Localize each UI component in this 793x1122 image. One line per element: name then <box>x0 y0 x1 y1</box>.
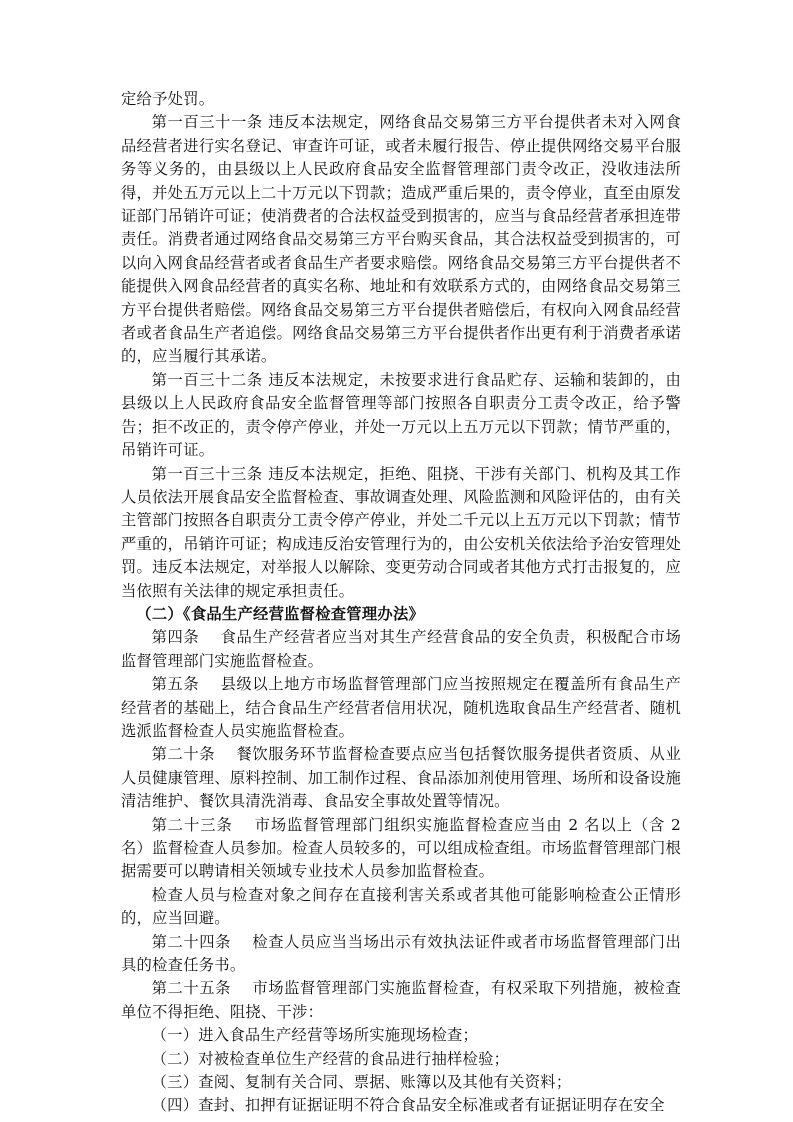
section-heading: （二）《食品生产经营监督检查管理办法》 <box>136 604 425 623</box>
article-20: 第二十条 餐饮服务环节监督检查要点应当包括餐饮服务提供者资质、从业人员健康管理、原料控制、加工制作过程、食品添加剂使用管理、场所和设备设施清洁维护、餐饮具清洗消毒、食品安全事故处置等情况。 <box>121 745 681 811</box>
article-132: 第一百三十二条 违反本法规定，未按要求进行食品贮存、运输和装卸的，由县级以上人民政府食品安全监督管理等部门按照各自职责分工责令改正，给予警告；拒不改正的，责令停产停业，并处一万元以上五万元以下罚款；情节严重的，吊销许可证。 <box>121 370 681 460</box>
article-23-recusal: 检查人员与检查对象之间存在直接利害关系或者其他可能影响检查公正情形的，应当回避。 <box>121 885 681 928</box>
document-body <box>121 88 681 1118</box>
list-item: （四）查封、扣押有证据证明不符合食品安全标准或者有证据证明存在安全 <box>151 1096 665 1115</box>
article-131: 第一百三十一条 违反本法规定，网络食品交易第三方平台提供者未对入网食品经营者进行实名登记、审查许可证，或者未履行报告、停止提供网络交易平台服务等义务的，由县级以上人民政府食品安全监督管理部门责令改正，没收违法所得，并处五万元以上二十万元以下罚款；造成严重后果的，责令停业，直至由原发证部门吊销许可证；使消费者的合法权益受到损害的，应当与食品经营者承担连带责任。消费者通过网络食品交易第三方平台购买食品，其合法权益受到损害的，可以向入网食品经营者或者食品生产者要求赔偿。网络食品交易第三方平台提供者不能提供入网食品经营者的真实名称、地址和有效联系方式的，由网络食品交易第三方平台提供者赔偿。网络食品交易第三方平台提供者赔偿后，有权向入网食品经营者或者食品生产者追偿。网络食品交易第三方平台提供者作出更有利于消费者承诺的，应当履行其承诺。 <box>121 113 681 366</box>
article-25: 第二十五条 市场监督管理部门实施监督检查，有权采取下列措施，被检查单位不得拒绝、阻挠、干涉： <box>121 979 681 1021</box>
article-5: 第五条 县级以上地方市场监督管理部门应当按照规定在覆盖所有食品生产经营者的基础上，结合食品生产经营者信用状况，随机选取食品生产经营者、随机选派监督检查人员实施监督检查。 <box>121 675 681 740</box>
list-item: （三）查阅、复制有关合同、票据、账簿以及其他有关资料； <box>151 1073 572 1092</box>
list-item: （二）对被检查单位生产经营的食品进行抽样检验； <box>151 1049 510 1068</box>
article-23: 第二十三条 市场监督管理部门组织实施监督检查应当由 2 名以上（含 2 名）监督检查人员参加。检查人员较多的，可以组成检查组。市场监督管理部门根据需要可以聘请相关领域专业技术人员参加监督检查。 <box>121 815 681 881</box>
article-133: 第一百三十三条 违反本法规定，拒绝、阻挠、干涉有关部门、机构及其工作人员依法开展食品安全监督检查、事故调查处理、风险监测和风险评估的，由有关主管部门按照各自职责分工责令停产停业，并处二千元以上五万元以下罚款；情节严重的，吊销许可证；构成违反治安管理行为的，由公安机关依法给予治安管理处罚。违反本法规定，对举报人以解除、变更劳动合同或者其他方式打击报复的，应当依照有关法律的规定承担责任。 <box>121 464 681 600</box>
article-24: 第二十四条 检查人员应当当场出示有效执法证件或者市场监督管理部门出具的检查任务书。 <box>121 932 681 975</box>
article-4: 第四条 食品生产经营者应当对其生产经营食品的安全负责，积极配合市场监督管理部门实施监督检查。 <box>121 628 681 670</box>
list-item: （一）进入食品生产经营等场所实施现场检查； <box>151 1026 479 1045</box>
paragraph-continuation: 定给予处罚。 <box>121 90 215 108</box>
